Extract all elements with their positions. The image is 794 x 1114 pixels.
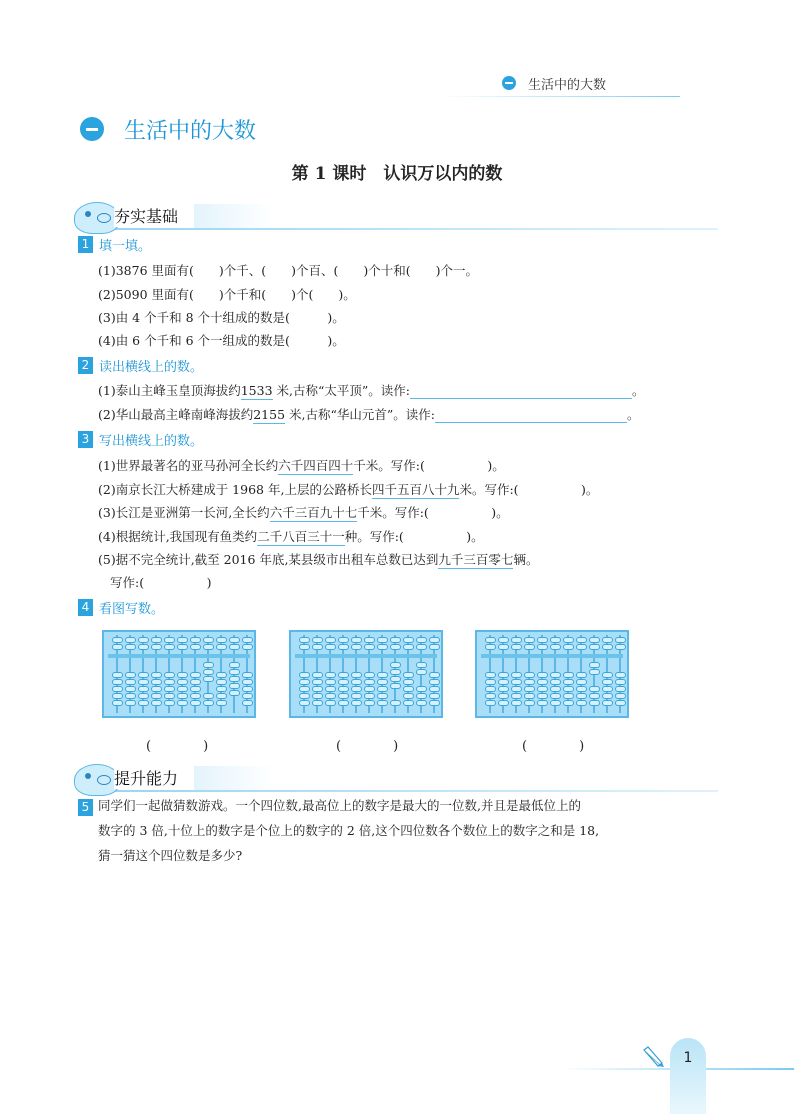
abacus-bead [524,679,535,685]
abacus-bead [602,644,613,650]
abacus-bead [177,672,188,678]
abacus-bead [229,690,240,696]
abacus-bead [125,637,136,643]
abacus-bead [299,644,310,650]
question-1-number: 1 [78,236,93,253]
abacus-bead [511,686,522,692]
question-2-header [78,356,203,376]
abacus-bead [351,637,362,643]
abacus-bead [338,693,349,699]
abacus-bead [602,693,613,699]
question-4-number: 4 [78,599,93,616]
q3-line-1: (1)世界最著名的亚马孙河全长约六千四百四十千米。写作:( )。 [98,458,505,473]
abacus-bead [112,700,123,706]
abacus-bead [216,693,227,699]
abacus-bead [299,637,310,643]
abacus-bead [429,672,440,678]
abacus-bead [299,672,310,678]
abacus-bead [563,693,574,699]
abacus-bead [615,644,626,650]
abacus-bead [377,637,388,643]
abacus-bead [364,679,375,685]
abacus-3 [475,630,629,718]
question-2-number: 2 [78,357,93,374]
abacus-bead [325,679,336,685]
abacus-bead [164,672,175,678]
abacus-bead [125,693,136,699]
abacus-bead [589,686,600,692]
answer-line[interactable] [410,384,632,399]
abacus-bead [550,637,561,643]
abacus-bead [112,644,123,650]
abacus-bead [112,637,123,643]
abacus-bead [151,637,162,643]
abacus-bead [299,700,310,706]
abacus-bead [615,693,626,699]
abacus-bead [351,693,362,699]
abacus-bead [377,693,388,699]
abacus-bead [602,637,613,643]
abacus-bead [203,693,214,699]
abacus-bead [177,679,188,685]
abacus-bead [485,644,496,650]
abacus-bead [229,637,240,643]
abacus-bead [338,700,349,706]
abacus-bead [125,644,136,650]
abacus-bead [112,672,123,678]
abacus-bead [537,686,548,692]
abacus-bead [229,676,240,682]
abacus-bead [325,686,336,692]
abacus-bead [364,637,375,643]
abacus-bead [151,679,162,685]
abacus-bead [485,693,496,699]
abacus-bead [377,700,388,706]
q2-line-2: (2)华山最高主峰南峰海拔约2155 米,古称“华山元首”。读作: 。 [98,407,640,422]
abacus-bead [589,662,600,668]
abacus-bead [151,693,162,699]
q1-line-3: (3)由 4 个千和 8 个十组成的数是( )。 [98,310,345,325]
q5-line-3: 猜一猜这个四位数是多少? [98,848,243,863]
abacus-beam [481,654,623,658]
q3-line-2: (2)南京长江大桥建成于 1968 年,上层的公路桥长四千五百八十九米。写作:( )。 [98,482,599,497]
abacus-bead [429,637,440,643]
abacus-bead [164,679,175,685]
abacus-bead [112,693,123,699]
abacus-2 [289,630,443,718]
answer-line[interactable] [435,408,627,423]
page-number: 1 [683,1050,693,1066]
abacus-bead [550,686,561,692]
abacus-bead [498,693,509,699]
abacus-bead [537,679,548,685]
header-rule [440,96,680,97]
abacus-bead [229,662,240,668]
abacus-bead [550,672,561,678]
abacus-bead [377,672,388,678]
abacus-bead [216,679,227,685]
abacus-bead [242,672,253,678]
abacus-bead [537,700,548,706]
abacus-bead [485,637,496,643]
q3-line-5-answer: 写作:( ) [110,575,212,590]
q3-line-3: (3)长江是亚洲第一长河,全长约六千三百九十七千米。写作:( )。 [98,505,509,520]
abacus-bead [563,686,574,692]
abacus-bead [190,672,201,678]
abacus-bead [390,683,401,689]
abacus-bead [524,700,535,706]
abacus-bead [602,700,613,706]
q1-line-2: (2)5090 里面有( )个千和( )个( )。 [98,287,356,302]
abacus-bead [364,693,375,699]
abacus-bead [576,693,587,699]
section-basic [74,208,718,234]
abacus-bead [498,700,509,706]
abacus-bead [615,700,626,706]
abacus-bead [498,679,509,685]
abacus-bead [151,672,162,678]
abacus-bead [216,672,227,678]
abacus-bead [377,644,388,650]
abacus-bead [390,676,401,682]
abacus-bead [338,644,349,650]
abacus-bead [416,669,427,675]
abacus-bead [112,686,123,692]
abacus-bead [416,662,427,668]
abacus-bead [312,700,323,706]
abacus-bead [338,637,349,643]
abacus-bead [151,700,162,706]
abacus-bead [325,700,336,706]
q3-line-4: (4)根据统计,我国现有鱼类约二千八百三十一种。写作:( )。 [98,529,484,544]
running-header-label: 生活中的大数 [528,78,607,93]
abacus-bead [498,686,509,692]
abacus-bead [390,669,401,675]
q1-line-4: (4)由 6 个千和 6 个一组成的数是( )。 [98,333,345,348]
abacus-bead [216,637,227,643]
abacus-bead [403,700,414,706]
section-rule [114,228,718,230]
abacus-bead [403,679,414,685]
abacus-bead [351,686,362,692]
abacus-bead [524,686,535,692]
abacus-bead [325,644,336,650]
abacus-bead [242,679,253,685]
abacus-bead [563,637,574,643]
abacus-bead [138,644,149,650]
abacus-bead [403,644,414,650]
unit-marker-icon [502,76,516,90]
q5-line-2: 数字的 3 倍,十位上的数字是个位上的数字的 2 倍,这个四位数各个数位上的数字之和是 18, [98,823,600,838]
abacus-bead [524,672,535,678]
section-rule [114,790,718,792]
abacus-bead [576,686,587,692]
abacus-bead [416,700,427,706]
abacus-bead [563,644,574,650]
abacus-bead [511,644,522,650]
abacus-bead [216,700,227,706]
question-1-title: 填一填。 [99,239,152,254]
pencil-icon [640,1046,666,1068]
unit-badge-icon [80,117,104,141]
underlined-number: 1533 [240,383,273,398]
abacus-bead [576,679,587,685]
abacus-bead [615,679,626,685]
abacus-bead [177,693,188,699]
abacus-bead [216,686,227,692]
abacus-bead [589,637,600,643]
abacus-bead [125,672,136,678]
abacus-bead [325,693,336,699]
abacus-bead [177,686,188,692]
abacus-bead [203,669,214,675]
question-3-title: 写出横线上的数。 [99,434,204,449]
abacus-bead [299,686,310,692]
abacus-bead [390,644,401,650]
abacus-bead [364,644,375,650]
abacus-bead [537,672,548,678]
abacus-bead [242,686,253,692]
abacus-bead [177,700,188,706]
abacus-bead [203,676,214,682]
question-3-number: 3 [78,431,93,448]
abacus-bead [312,693,323,699]
abacus-bead [485,679,496,685]
abacus-bead [498,672,509,678]
q2-line-1: (1)泰山主峰玉皇顶海拔约1533 米,古称“太平顶”。读作: 。 [98,383,645,398]
abacus-bead [576,700,587,706]
abacus-bead [138,700,149,706]
q3-line-5: (5)据不完全统计,截至 2016 年底,某县级市出租车总数已达到九千三百零七辆。 [98,552,539,567]
abacus-bead [177,644,188,650]
question-5-number-wrap [78,797,99,816]
abacus-bead [125,686,136,692]
abacus-bead [524,693,535,699]
abacus-bead [537,637,548,643]
abacus-bead [138,637,149,643]
abacus-bead [138,686,149,692]
abacus-bead [351,679,362,685]
section-advanced-label: 提升能力 [114,766,184,789]
abacus-beam [108,654,250,658]
abacus-bead [338,672,349,678]
q5-line-1: 同学们一起做猜数游戏。一个四位数,最高位上的数字是最大的一位数,并且是最低位上的 [98,798,581,813]
abacus-bead [164,700,175,706]
abacus-bead [390,662,401,668]
abacus-bead [550,693,561,699]
abacus-bead [203,700,214,706]
abacus-bead [312,679,323,685]
abacus-bead [325,672,336,678]
abacus-3-answer[interactable]: ( ) [522,739,585,754]
abacus-bead [563,679,574,685]
abacus-bead [403,693,414,699]
abacus-bead [602,686,613,692]
abacus-bead [151,644,162,650]
abacus-bead [138,672,149,678]
abacus-bead [216,644,227,650]
q1-line-1: (1)3876 里面有( )个千、( )个百、( )个十和( )个一。 [98,263,479,278]
abacus-bead [190,686,201,692]
abacus-bead [190,644,201,650]
abacus-bead [485,672,496,678]
abacus-bead [429,679,440,685]
abacus-bead [589,644,600,650]
abacus-bead [351,644,362,650]
abacus-bead [112,679,123,685]
abacus-bead [511,672,522,678]
abacus-bead [377,686,388,692]
underlined-number: 2155 [253,407,286,422]
question-2-title: 读出横线上的数。 [99,360,204,375]
abacus-bead [164,637,175,643]
abacus-bead [589,693,600,699]
abacus-bead [364,700,375,706]
question-4-title: 看图写数。 [99,602,165,617]
abacus-bead [589,700,600,706]
abacus-bead [498,644,509,650]
abacus-bead [602,672,613,678]
abacus-bead [485,686,496,692]
abacus-bead [229,683,240,689]
abacus-bead [537,693,548,699]
abacus-bead [416,637,427,643]
abacus-bead [511,693,522,699]
abacus-bead [390,700,401,706]
abacus-bead [242,644,253,650]
question-5-number: 5 [78,799,93,816]
abacus-bead [615,686,626,692]
abacus-bead [576,672,587,678]
section-basic-label: 夯实基础 [114,204,184,227]
abacus-bead [364,672,375,678]
abacus-bead [203,637,214,643]
abacus-bead [485,700,496,706]
abacus-bead [429,686,440,692]
abacus-bead [242,700,253,706]
abacus-bead [615,672,626,678]
abacus-bead [589,669,600,675]
abacus-bead [364,686,375,692]
abacus-bead [151,686,162,692]
abacus-bead [338,679,349,685]
abacus-bead [164,644,175,650]
question-1-header [78,235,151,255]
abacus-bead [511,637,522,643]
abacus-bead [203,644,214,650]
abacus-1 [102,630,256,718]
abacus-bead [125,679,136,685]
abacus-bead [242,693,253,699]
abacus-bead [164,686,175,692]
abacus-bead [203,662,214,668]
abacus-bead [312,644,323,650]
abacus-bead [429,700,440,706]
abacus-bead [177,637,188,643]
abacus-bead [416,644,427,650]
running-header [440,70,780,98]
abacus-bead [524,637,535,643]
unit-title: 生活中的大数 [124,119,257,144]
abacus-bead [229,644,240,650]
abacus-bead [190,679,201,685]
abacus-bead [511,700,522,706]
abacus-bead [524,644,535,650]
abacus-bead [550,700,561,706]
abacus-bead [164,693,175,699]
abacus-2-answer[interactable]: ( ) [336,739,399,754]
abacus-bead [511,679,522,685]
abacus-bead [325,637,336,643]
abacus-bead [138,693,149,699]
abacus-bead [190,693,201,699]
abacus-bead [390,637,401,643]
abacus-bead [550,644,561,650]
abacus-bead [299,693,310,699]
abacus-bead [242,637,253,643]
abacus-bead [403,637,414,643]
abacus-1-answer[interactable]: ( ) [146,739,209,754]
abacus-bead [299,679,310,685]
abacus-bead [403,686,414,692]
abacus-bead [377,679,388,685]
question-4-header [78,598,164,618]
abacus-bead [312,672,323,678]
abacus-bead [537,644,548,650]
abacus-bead [429,693,440,699]
abacus-bead [229,669,240,675]
abacus-bead [138,679,149,685]
abacus-bead [576,644,587,650]
lesson-title: 第 1 课时 认识万以内的数 [291,164,503,184]
abacus-bead [563,700,574,706]
abacus-bead [125,700,136,706]
abacus-bead [190,637,201,643]
question-3-header [78,430,203,450]
abacus-bead [351,700,362,706]
abacus-bead [190,700,201,706]
abacus-bead [338,686,349,692]
abacus-bead [312,686,323,692]
abacus-bead [403,672,414,678]
abacus-bead [550,679,561,685]
abacus-bead [563,672,574,678]
section-advanced [74,770,718,796]
abacus-bead [602,679,613,685]
abacus-bead [615,637,626,643]
abacus-bead [416,693,427,699]
abacus-bead [351,672,362,678]
abacus-bead [576,637,587,643]
abacus-bead [312,637,323,643]
abacus-bead [416,686,427,692]
abacus-bead [498,637,509,643]
abacus-bead [429,644,440,650]
abacus-beam [295,654,437,658]
